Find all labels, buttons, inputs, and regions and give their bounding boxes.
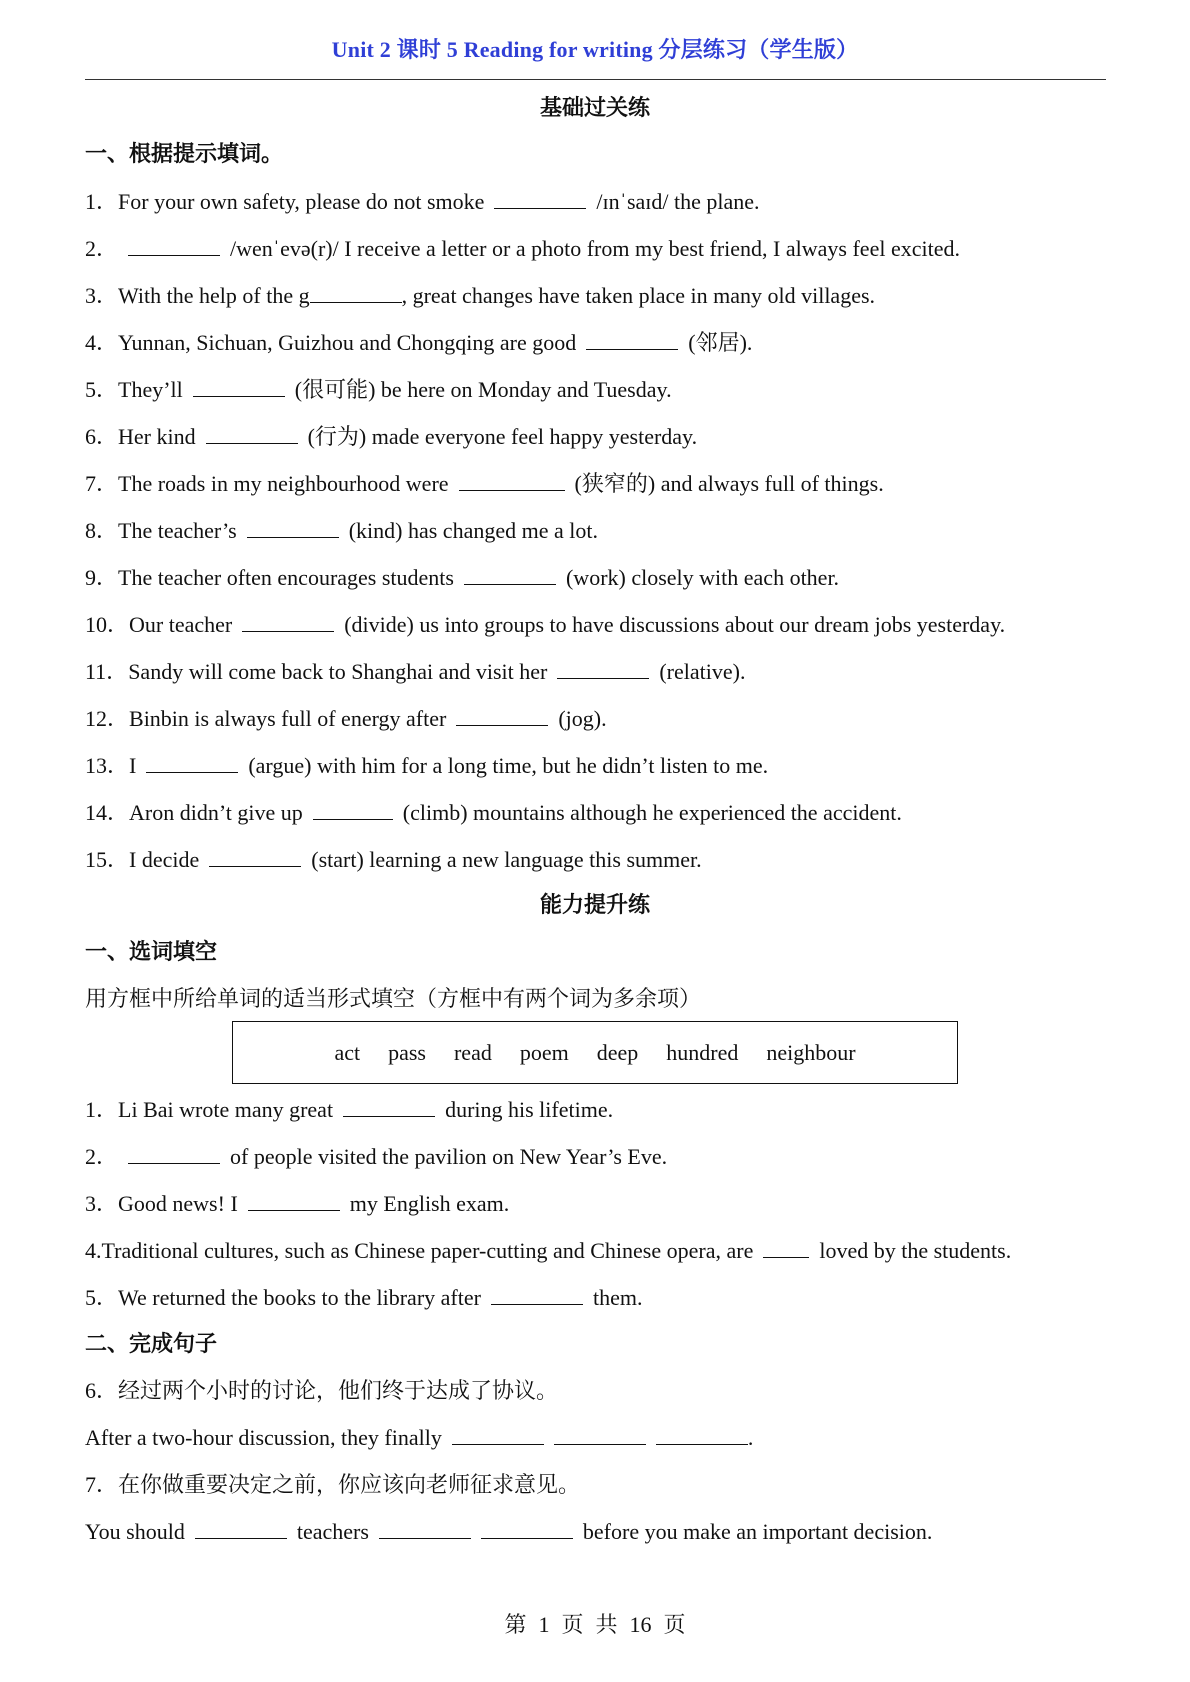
answer-blank[interactable] (128, 237, 220, 256)
answer-blank[interactable] (554, 1426, 646, 1445)
basic-item-14: 14．Aron didn’t give up (climb) mountains although he experienced the accident. (85, 800, 902, 825)
basic-item-5: 5．They’ll (很可能) be here on Monday and Tuesday. (85, 377, 672, 402)
answer-blank[interactable] (195, 1520, 287, 1539)
advanced-item-3: 3．Good news! I my English exam. (85, 1191, 510, 1216)
answer-blank[interactable] (656, 1426, 748, 1445)
header-divider (85, 79, 1106, 80)
word-box-word: neighbour (766, 1039, 856, 1065)
answer-blank[interactable] (310, 284, 402, 303)
basic-item-7: 7．The roads in my neighbourhood were (狭窄的) and always full of things. (85, 471, 884, 496)
answer-blank[interactable] (763, 1239, 809, 1258)
advanced-section1-title: 一、选词填空 (85, 939, 218, 964)
basic-item-10: 10．Our teacher (divide) us into groups to have discussions about our dream jobs yesterday. (85, 612, 1006, 637)
word-box (232, 1021, 958, 1084)
basic-item-3: 3．With the help of the g , great changes have taken place in many old villages. (85, 283, 876, 308)
answer-blank[interactable] (248, 1192, 340, 1211)
basic-item-8: 8．The teacher’s (kind) has changed me a lot. (85, 518, 598, 543)
basic-item-9: 9．The teacher often encourages students (work) closely with each other. (85, 565, 840, 590)
answer-blank[interactable] (494, 190, 586, 209)
advanced-section2-title: 二、完成句子 (85, 1331, 218, 1356)
answer-blank[interactable] (459, 472, 565, 491)
answer-blank[interactable] (313, 801, 393, 820)
basic-item-6: 6．Her kind (行为) made everyone feel happy yesterday. (85, 424, 698, 449)
advanced-item-4: 4.Traditional cultures, such as Chinese paper-cutting and Chinese opera, are loved by the students. (85, 1238, 1012, 1263)
basic-item-1: 1．For your own safety, please do not smoke /ɪnˈsaɪd/ the plane. (85, 189, 760, 214)
advanced-item-5: 5．We returned the books to the library after them. (85, 1285, 643, 1310)
answer-blank[interactable] (247, 519, 339, 538)
advanced-heading: 能力提升练 (539, 892, 650, 917)
basic-item-13: 13．I (argue) with him for a long time, but he didn’t listen to me. (85, 753, 769, 778)
answer-blank[interactable] (456, 707, 548, 726)
q6-chinese: 6．经过两个小时的讨论，他们终于达成了协议。 (85, 1378, 559, 1403)
basic-item-4: 4．Yunnan, Sichuan, Guizhou and Chongqing are good (邻居). (85, 330, 753, 355)
answer-blank[interactable] (481, 1520, 573, 1539)
page-footer: 第 1 页 共 16 页 (504, 1612, 686, 1637)
basic-item-12: 12．Binbin is always full of energy after (jog). (85, 706, 607, 731)
answer-blank[interactable] (193, 378, 285, 397)
answer-blank[interactable] (242, 613, 334, 632)
word-box-word: pass (388, 1039, 426, 1065)
answer-blank[interactable] (128, 1145, 220, 1164)
word-box-word: act (334, 1039, 361, 1065)
current-page-number: 1 (538, 1612, 550, 1637)
basic-item-2: 2． /wenˈevə(r)/ I receive a letter or a photo from my best friend, I always feel excited. (85, 236, 960, 261)
answer-blank[interactable] (464, 566, 556, 585)
answer-blank[interactable] (379, 1520, 471, 1539)
advanced-item-2: 2． of people visited the pavilion on New Year’s Eve. (85, 1144, 668, 1169)
word-box-word: hundred (666, 1039, 739, 1065)
answer-blank[interactable] (586, 331, 678, 350)
word-box-word: poem (519, 1039, 569, 1065)
basic-item-11: 11．Sandy will come back to Shanghai and visit her (relative). (85, 659, 746, 684)
answer-blank[interactable] (452, 1426, 544, 1445)
answer-blank[interactable] (557, 660, 649, 679)
answer-blank[interactable] (209, 848, 301, 867)
advanced-item-1: 1．Li Bai wrote many great during his lifetime. (85, 1097, 614, 1122)
advanced-instruction: 用方框中所给单词的适当形式填空（方框中有两个词为多余项） (85, 986, 702, 1011)
answer-blank[interactable] (206, 425, 298, 444)
total-page-count: 16 (629, 1612, 652, 1637)
word-box-word: deep (596, 1039, 639, 1065)
answer-blank[interactable] (491, 1286, 583, 1305)
answer-blank[interactable] (146, 754, 238, 773)
basic-heading: 基础过关练 (539, 95, 650, 120)
answer-blank[interactable] (343, 1098, 435, 1117)
q7-chinese: 7．在你做重要决定之前，你应该向老师征求意见。 (85, 1472, 581, 1497)
basic-item-15: 15．I decide (start) learning a new language this summer. (85, 847, 702, 872)
q6-english: After a two-hour discussion, they finally . (85, 1425, 754, 1450)
word-box-word: read (453, 1039, 492, 1065)
basic-section1-title: 一、根据提示填词。 (85, 141, 284, 166)
page-header-title: Unit 2 课时 5 Reading for writing 分层练习（学生版） (331, 37, 859, 62)
q7-english: You should teachers before you make an important decision. (85, 1519, 933, 1544)
